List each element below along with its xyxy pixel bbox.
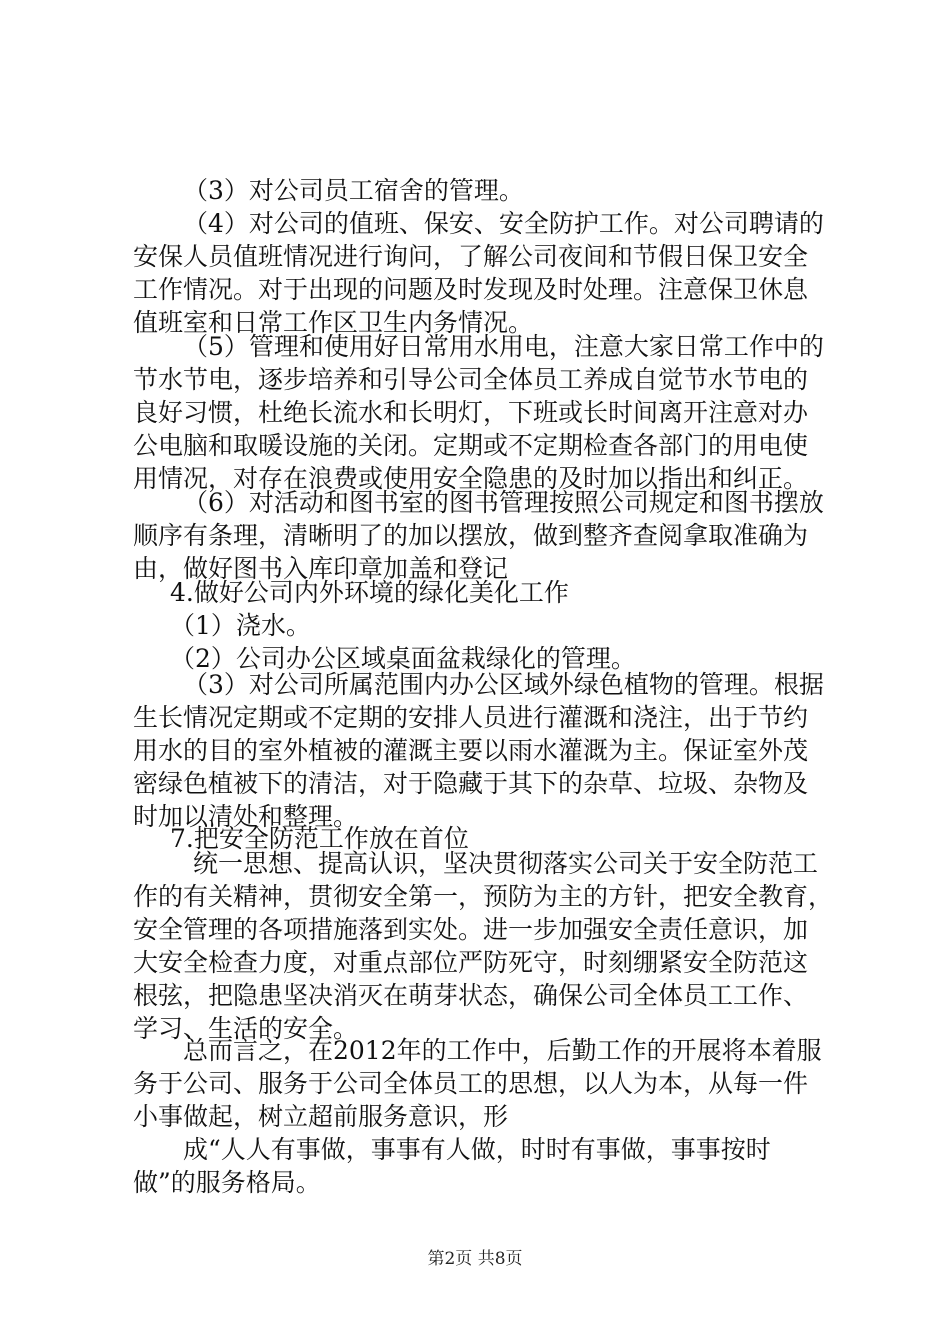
text-line: 用水的目的室外植被的灌溉主要以雨水灌溉为主。保证室外茂	[133, 736, 809, 765]
text-line: 良好习惯，杜绝长流水和长明灯，下班或长时间离开注意对办	[133, 398, 809, 427]
text-line: 统一思想、提高认识，坚决贯彻落实公司关于安全防范工	[193, 849, 819, 878]
text-line: 大安全检查力度，对重点部位严防死守，时刻绷紧安全防范这	[133, 948, 809, 977]
text-line: 做”的服务格局。	[133, 1168, 321, 1197]
text-line: （2）公司办公区域桌面盆栽绿化的管理。	[170, 644, 636, 673]
text-line: （3）对公司员工宿舍的管理。	[183, 176, 524, 205]
text-line: 生长情况定期或不定期的安排人员进行灌溉和浇注，出于节约	[133, 703, 809, 732]
section-heading: 4.做好公司内外环境的绿化美化工作	[170, 578, 569, 607]
text-line: 安全管理的各项措施落到实处。进一步加强安全责任意识，加	[133, 915, 809, 944]
text-line: 小事做起，树立超前服务意识，形	[133, 1102, 509, 1131]
text-line: 学习、生活的安全。	[133, 1014, 359, 1043]
text-line: 时加以清处和整理。	[133, 802, 359, 831]
page-number-footer: 第2页 共8页	[427, 1249, 523, 1269]
text-line: 总而言之，在2012年的工作中，后勤工作的开展将本着服	[183, 1036, 822, 1065]
text-line: 务于公司、服务于公司全体员工的思想，以人为本，从每一件	[133, 1069, 809, 1098]
text-line: 由，做好图书入库印章加盖和登记	[133, 554, 509, 583]
text-line: （4）对公司的值班、保安、安全防护工作。对公司聘请的	[183, 209, 824, 238]
text-line: 工作情况。对于出现的问题及时发现及时处理。注意保卫休息	[133, 275, 809, 304]
text-line: （3）对公司所属范围内办公区域外绿色植物的管理。根据	[183, 670, 824, 699]
text-line: （5）管理和使用好日常用水用电，注意大家日常工作中的	[183, 332, 824, 361]
text-line: 顺序有条理，清晰明了的加以摆放，做到整齐查阅拿取准确为	[133, 521, 809, 550]
text-line: 节水节电，逐步培养和引导公司全体员工养成自觉节水节电的	[133, 365, 809, 394]
text-line: 安保人员值班情况进行询问，了解公司夜间和节假日保卫安全	[133, 242, 809, 271]
text-line: 用情况，对存在浪费或使用安全隐患的及时加以指出和纠正。	[133, 464, 809, 493]
text-line: 成“人人有事做，事事有人做，时时有事做，事事按时	[183, 1135, 771, 1164]
text-line: 密绿色植被下的清洁，对于隐藏于其下的杂草、垃圾、杂物及	[133, 769, 809, 798]
section-heading: 7.把安全防范工作放在首位	[170, 824, 469, 853]
text-line: （1）浇水。	[170, 611, 311, 640]
text-line: 根弦，把隐患坚决消灭在萌芽状态，确保公司全体员工工作、	[133, 981, 809, 1010]
text-line: 值班室和日常工作区卫生内务情况。	[133, 308, 534, 337]
text-line: 公电脑和取暖设施的关闭。定期或不定期检查各部门的用电使	[133, 431, 809, 460]
text-line: 作的有关精神，贯彻安全第一，预防为主的方针，把安全教育，	[133, 882, 834, 911]
text-line: （6）对活动和图书室的图书管理按照公司规定和图书摆放	[183, 488, 824, 517]
